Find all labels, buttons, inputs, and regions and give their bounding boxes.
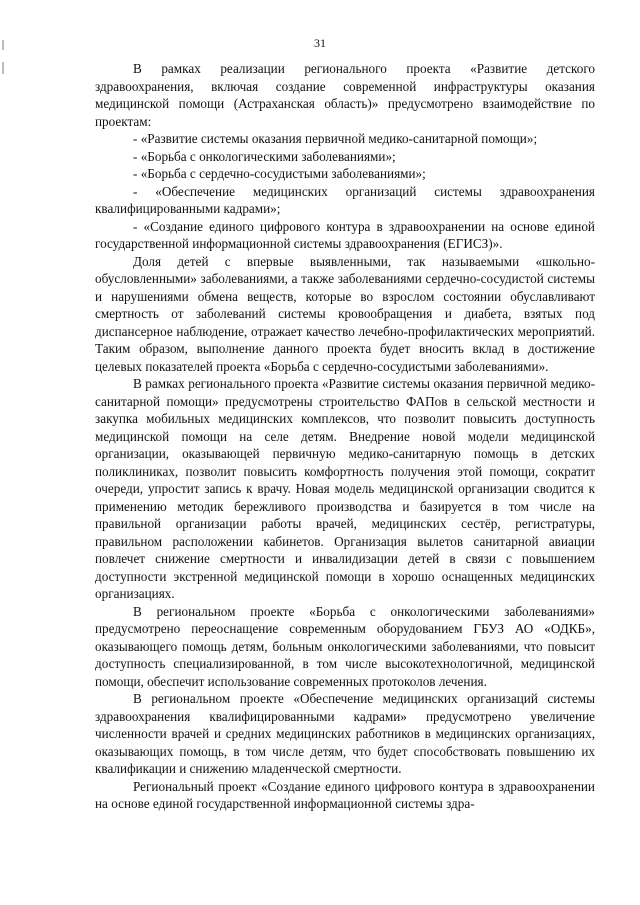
paragraph: Доля детей с впервые выявленными, так называемыми «школьно-обусловленными» заболеваниями, а также заболеваниями сердечно-сосудистой системы и нарушениями обмена веществ, которые во взрослом состоянии обуславливают смертность от заболеваний системы кровообращения и диабета, взятых под диспансерное наблюдение, отражает качество лечебно-профилактических мероприятий. Таким образом, выполнение данного проекта будет вносить вклад в достижение целевых показателей проекта «Борьба с сердечно-сосудистыми заболеваниями».	[95, 253, 595, 374]
paragraph: В региональном проекте «Борьба с онкологическими заболеваниями» предусмотрено переоснащение современным оборудованием ГБУЗ АО «ОДКБ», оказывающего помощь детям, больным онкологическими заболеваниями, что повысит доступность специализированной, в том числе высокотехнологичной, медицинской помощи, обеспечит использование современных протоколов лечения.	[95, 603, 595, 689]
page-number: 31	[314, 36, 326, 50]
list-item: - «Создание единого цифрового контура в здравоохранении на основе единой государственной информационной системы здравоохранения (ЕГИСЗ)».	[95, 218, 595, 251]
list-item: - «Борьба с онкологическими заболеваниями»;	[133, 148, 396, 164]
paragraph: В рамках регионального проекта «Развитие системы оказания первичной медико-санитарной помощи» предусмотрены строительство ФАПов в сельской местности и закупка мобильных медицинских комплексов, что позволит повысить доступность медицинской помощи на селе детям. Внедрение новой модели медицинской организации, оказывающей первичную медико-санитарную помощь в детских поликлиниках, позволит повысить комфортность получения этой помощи, сократит очереди, упростит запись к врачу. Новая модель медицинской организации сводится к применению методик бережливого производства и базируется в том числе на правильной организации работы врачей, медицинских сестёр, регистратуры, правильном расположении кабинетов. Организация вылетов санитарной авиации повлечет снижение смертности и инвалидизации детей в связи с повышением доступности экстренной медицинской помощи в хорошо оснащенных медицинских организациях.	[95, 376, 595, 601]
paragraph: В региональном проекте «Обеспечение медицинских организаций системы здравоохранения квалифицированными кадрами» предусмотрено увеличение численности врачей и средних медицинских работников в медицинских организациях, оказывающих помощь, в том числе детям, что будет способствовать повышению их квалификации и снижению младенческой смертности.	[95, 691, 595, 776]
list-item: - «Обеспечение медицинских организаций системы здравоохранения квалифицированными кадрами»;	[95, 183, 595, 216]
paragraph-intro: В рамках реализации регионального проекта «Развитие детского здравоохранения, включая создание современной инфраструктуры оказания медицинской помощи (Астраханская область)» предусмотрено взаимодействие по проектам:	[95, 61, 595, 129]
list-item: - «Борьба с сердечно-сосудистыми заболеваниями»;	[133, 166, 426, 181]
paragraph: Региональный проект «Создание единого цифрового контура в здравоохранении на основе единой государственной информационной системы здра-	[95, 778, 595, 811]
document-body	[95, 60, 595, 813]
list-item: - «Развитие системы оказания первичной медико-санитарной помощи»;	[133, 131, 538, 146]
scan-artifact	[2, 62, 4, 74]
